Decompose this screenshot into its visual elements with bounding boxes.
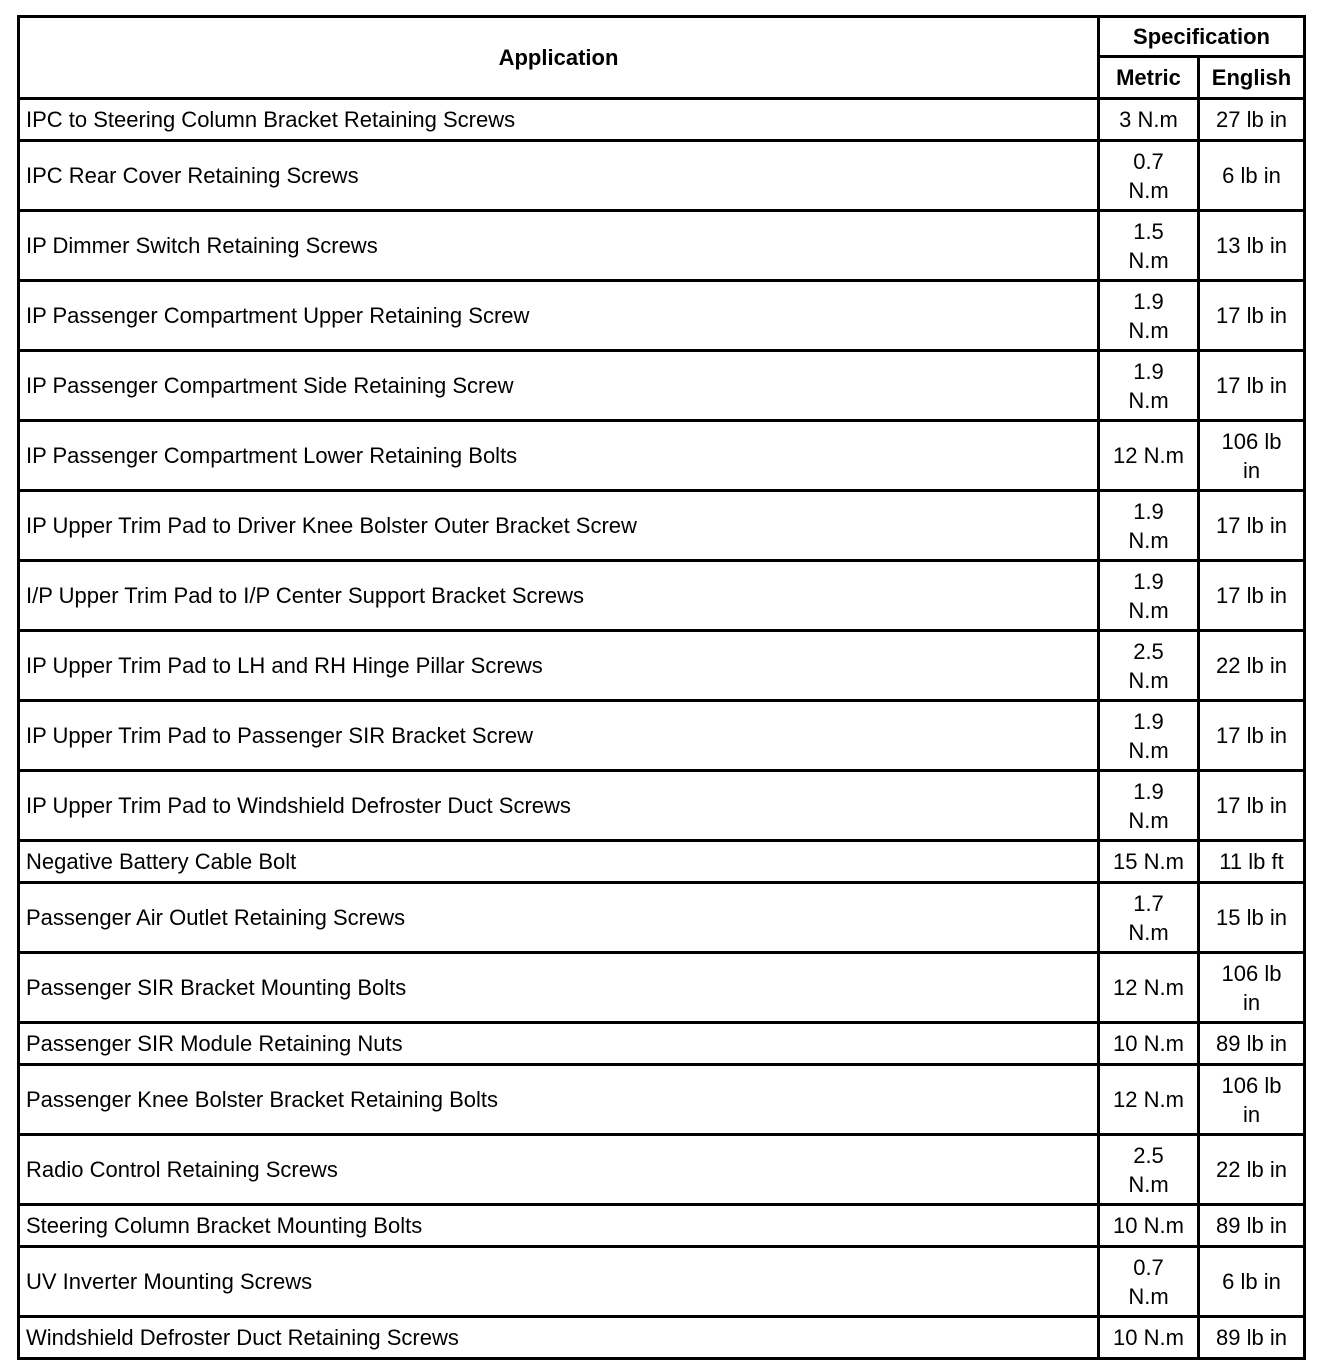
application-cell: IPC Rear Cover Retaining Screws: [19, 141, 1099, 211]
table-row: [19, 211, 1305, 281]
table-row: [19, 953, 1305, 1023]
english-cell: [1199, 953, 1305, 1023]
metric-cell: [1099, 1317, 1199, 1359]
metric-cell: [1099, 421, 1199, 491]
english-cell: [1199, 631, 1305, 701]
metric-value-line: 1.5: [1133, 218, 1164, 244]
metric-value-line: 10 N.m: [1113, 1325, 1184, 1350]
metric-value-line: N.m: [1128, 1171, 1169, 1197]
table-row: [19, 701, 1305, 771]
english-value-line: 89 lb in: [1216, 1213, 1287, 1238]
application-cell: IP Upper Trim Pad to LH and RH Hinge Pillar Screws: [19, 631, 1099, 701]
english-value-line: 27 lb in: [1216, 107, 1287, 132]
english-cell: [1199, 701, 1305, 771]
english-cell: [1199, 841, 1305, 883]
metric-value-line: 1.9: [1133, 498, 1164, 524]
metric-cell: [1099, 281, 1199, 351]
english-cell: [1199, 1065, 1305, 1135]
metric-cell: [1099, 141, 1199, 211]
application-cell: IP Passenger Compartment Side Retaining Screw: [19, 351, 1099, 421]
english-cell: [1199, 421, 1305, 491]
english-cell: [1199, 491, 1305, 561]
table-row: [19, 771, 1305, 841]
table-row: [19, 491, 1305, 561]
table-row: [19, 1065, 1305, 1135]
metric-value-line: 1.7: [1133, 890, 1164, 916]
metric-cell: [1099, 561, 1199, 631]
english-value-line: 17 lb in: [1216, 513, 1287, 538]
metric-value-line: N.m: [1128, 1283, 1169, 1309]
english-cell: [1199, 1023, 1305, 1065]
english-value-line: 106 lb: [1221, 1072, 1282, 1098]
metric-value-line: 1.9: [1133, 288, 1164, 314]
application-header: Application: [19, 17, 1099, 99]
metric-cell: [1099, 953, 1199, 1023]
english-value-line: 17 lb in: [1216, 303, 1287, 328]
metric-cell: [1099, 1247, 1199, 1317]
metric-value-line: N.m: [1128, 317, 1169, 343]
application-cell: Radio Control Retaining Screws: [19, 1135, 1099, 1205]
table-row: [19, 351, 1305, 421]
metric-value-line: 12 N.m: [1113, 1087, 1184, 1112]
metric-value-line: 1.9: [1133, 358, 1164, 384]
application-cell: IP Passenger Compartment Lower Retaining Bolts: [19, 421, 1099, 491]
metric-cell: [1099, 701, 1199, 771]
english-cell: [1199, 1135, 1305, 1205]
english-cell: [1199, 99, 1305, 141]
metric-value-line: N.m: [1128, 807, 1169, 833]
metric-value-line: N.m: [1128, 387, 1169, 413]
english-cell: [1199, 883, 1305, 953]
metric-cell: [1099, 771, 1199, 841]
english-value-line: 13 lb in: [1216, 233, 1287, 258]
table-row: [19, 281, 1305, 351]
specification-header: Specification: [1099, 17, 1305, 57]
english-value-line: 17 lb in: [1216, 583, 1287, 608]
english-value-line: in: [1242, 457, 1261, 483]
table-row: [19, 1135, 1305, 1205]
metric-cell: [1099, 211, 1199, 281]
english-cell: [1199, 211, 1305, 281]
english-value-line: 106 lb: [1221, 428, 1282, 454]
metric-value-line: 15 N.m: [1113, 849, 1184, 874]
table-row: [19, 1023, 1305, 1065]
table-row: [19, 631, 1305, 701]
english-value-line: 17 lb in: [1216, 723, 1287, 748]
english-cell: [1199, 561, 1305, 631]
table-row: [19, 141, 1305, 211]
english-value-line: 89 lb in: [1216, 1031, 1287, 1056]
english-value-line: 6 lb in: [1222, 1269, 1281, 1294]
application-cell: IP Upper Trim Pad to Driver Knee Bolster Outer Bracket Screw: [19, 491, 1099, 561]
metric-value-line: N.m: [1128, 667, 1169, 693]
english-value-line: in: [1242, 1101, 1261, 1127]
metric-header: Metric: [1099, 57, 1199, 99]
english-cell: [1199, 771, 1305, 841]
english-value-line: 22 lb in: [1216, 1157, 1287, 1182]
metric-cell: [1099, 1205, 1199, 1247]
metric-value-line: 10 N.m: [1113, 1213, 1184, 1238]
application-cell: IP Upper Trim Pad to Passenger SIR Bracket Screw: [19, 701, 1099, 771]
torque-specification-table: [17, 15, 1306, 1360]
metric-cell: [1099, 491, 1199, 561]
english-value-line: 11 lb ft: [1219, 849, 1284, 874]
english-cell: [1199, 1247, 1305, 1317]
application-cell: IP Dimmer Switch Retaining Screws: [19, 211, 1099, 281]
english-value-line: 22 lb in: [1216, 653, 1287, 678]
english-cell: [1199, 281, 1305, 351]
metric-value-line: 3 N.m: [1119, 107, 1178, 132]
metric-value-line: 0.7: [1133, 1254, 1164, 1280]
english-value-line: in: [1242, 989, 1261, 1015]
metric-cell: [1099, 631, 1199, 701]
metric-value-line: 12 N.m: [1113, 443, 1184, 468]
metric-value-line: N.m: [1128, 177, 1169, 203]
table-body: [19, 99, 1305, 1359]
english-cell: [1199, 1205, 1305, 1247]
english-value-line: 106 lb: [1221, 960, 1282, 986]
application-cell: I/P Upper Trim Pad to I/P Center Support Bracket Screws: [19, 561, 1099, 631]
english-value-line: 89 lb in: [1216, 1325, 1287, 1350]
table-row: [19, 841, 1305, 883]
metric-value-line: 1.9: [1133, 568, 1164, 594]
english-header: English: [1199, 57, 1305, 99]
metric-cell: [1099, 99, 1199, 141]
metric-cell: [1099, 841, 1199, 883]
table-row: [19, 883, 1305, 953]
header-row: [19, 17, 1305, 57]
metric-value-line: 1.9: [1133, 708, 1164, 734]
table-row: [19, 1317, 1305, 1359]
metric-value-line: 0.7: [1133, 148, 1164, 174]
metric-value-line: 12 N.m: [1113, 975, 1184, 1000]
english-cell: [1199, 1317, 1305, 1359]
application-cell: UV Inverter Mounting Screws: [19, 1247, 1099, 1317]
metric-value-line: 2.5: [1133, 1142, 1164, 1168]
metric-value-line: N.m: [1128, 737, 1169, 763]
application-cell: IP Passenger Compartment Upper Retaining Screw: [19, 281, 1099, 351]
metric-cell: [1099, 1135, 1199, 1205]
metric-value-line: N.m: [1128, 597, 1169, 623]
application-cell: Passenger SIR Bracket Mounting Bolts: [19, 953, 1099, 1023]
english-value-line: 6 lb in: [1222, 163, 1281, 188]
metric-cell: [1099, 883, 1199, 953]
english-value-line: 17 lb in: [1216, 373, 1287, 398]
table-row: [19, 1247, 1305, 1317]
metric-value-line: N.m: [1128, 919, 1169, 945]
application-cell: Negative Battery Cable Bolt: [19, 841, 1099, 883]
metric-value-line: 1.9: [1133, 778, 1164, 804]
application-cell: Passenger Knee Bolster Bracket Retaining Bolts: [19, 1065, 1099, 1135]
application-cell: Passenger Air Outlet Retaining Screws: [19, 883, 1099, 953]
application-cell: IPC to Steering Column Bracket Retaining Screws: [19, 99, 1099, 141]
english-value-line: 15 lb in: [1216, 905, 1287, 930]
application-cell: Windshield Defroster Duct Retaining Screws: [19, 1317, 1099, 1359]
table-row: [19, 1205, 1305, 1247]
application-cell: Steering Column Bracket Mounting Bolts: [19, 1205, 1099, 1247]
application-cell: Passenger SIR Module Retaining Nuts: [19, 1023, 1099, 1065]
metric-value-line: N.m: [1128, 247, 1169, 273]
english-cell: [1199, 351, 1305, 421]
metric-value-line: N.m: [1128, 527, 1169, 553]
table-row: [19, 421, 1305, 491]
metric-value-line: 10 N.m: [1113, 1031, 1184, 1056]
table-row: [19, 561, 1305, 631]
metric-cell: [1099, 1023, 1199, 1065]
application-cell: IP Upper Trim Pad to Windshield Defroster Duct Screws: [19, 771, 1099, 841]
table-row: [19, 99, 1305, 141]
metric-cell: [1099, 351, 1199, 421]
metric-value-line: 2.5: [1133, 638, 1164, 664]
metric-cell: [1099, 1065, 1199, 1135]
english-cell: [1199, 141, 1305, 211]
english-value-line: 17 lb in: [1216, 793, 1287, 818]
